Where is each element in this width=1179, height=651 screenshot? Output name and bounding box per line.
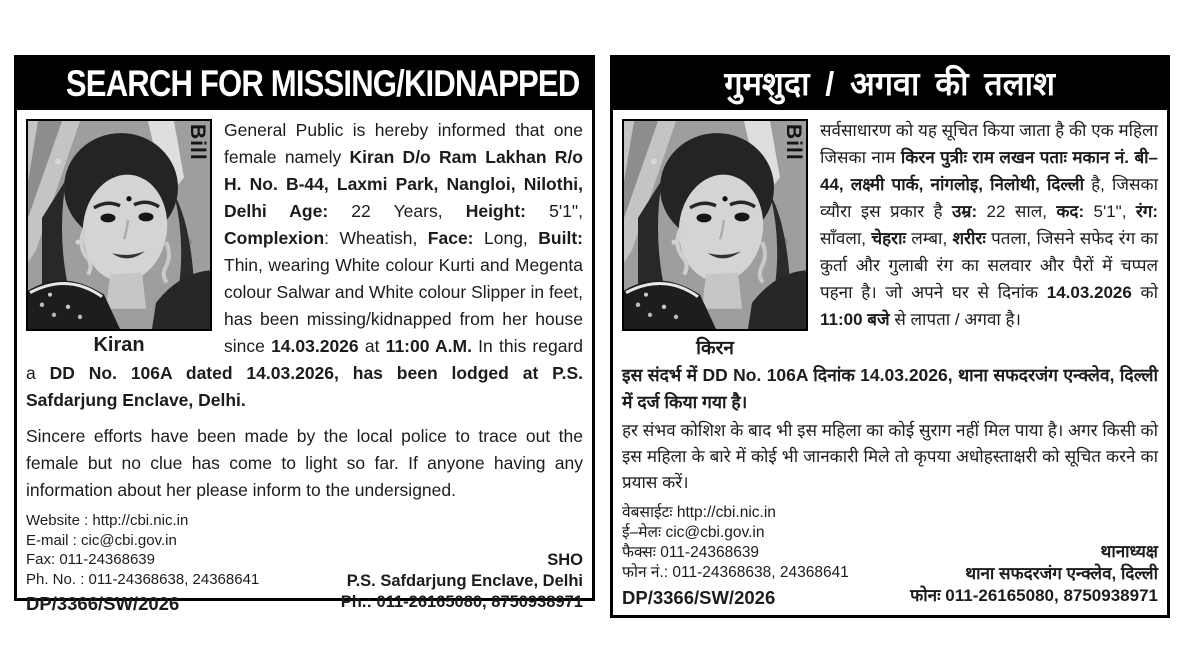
station-phone-line: Ph.: 011-26165080, 8750938971 [340, 592, 583, 611]
photo-caption-english: Kiran [93, 334, 145, 356]
email-line: E-mail : cic@cbi.gov.in [26, 531, 177, 549]
footer-block-english [26, 511, 583, 614]
signatory-title: SHO [547, 550, 583, 569]
signatory-title: थानाध्यक्ष [1100, 542, 1158, 561]
website-line: वेबसाईटः http://cbi.nic.in [622, 504, 776, 521]
english-title-bar [17, 58, 592, 110]
english-notice-panel [14, 55, 595, 614]
reference-number-english: DP/3366/SW/2026 [26, 593, 180, 614]
notice-body-english: General Public is hereby informed that one female namely Kiran D/o Ram Lakhan R/o H. No. B-44, Laxmi Park, Nangloi, Nilothi, Delhi Age: 22 Years, Height: 5'1", Complexion: Wheatish, Face: Long, Built: Thin, wearing White colour Kurti and Megenta colour Salwar and White colour Slipper in feet, has been missing/kidnapped from her house since 14.03.2026 at 11:00 A.M. In this regard a DD No. 106A dated 14.03.2026, has been lodged at P.S. Safdarjung Enclave, Delhi. [26, 120, 583, 410]
english-notice-title: SEARCH FOR MISSING/KIDNAPPED [65, 63, 580, 104]
efforts-paragraph-english: Sincere efforts have been made by the local police to trace out the female but no clue has come to light so far. If anyone having any information about her please inform to the undersigned. [26, 426, 583, 500]
contact-details-hindi [622, 503, 849, 608]
efforts-paragraph-hindi: हर संभव कोशिश के बाद भी इस महिला का कोई सुराग नहीं मिल पाया है। अगर किसी को इस महिला के बारे में कोई भी जानकारी मिले तो कृपया अधोहस्ताक्षरी को सूचित करने का प्रयास करें। [622, 421, 1158, 492]
photo-watermark-text: Bill [186, 124, 209, 161]
hindi-notice-panel [610, 55, 1170, 618]
missing-person-photo-block-english [26, 119, 212, 357]
station-phone-line: फोनः 011-26165080, 8750938971 [910, 586, 1158, 605]
fax-line: Fax: 011-24368639 [26, 551, 155, 568]
missing-person-photo [26, 119, 212, 331]
portrait-illustration [28, 121, 210, 329]
reference-number-hindi: DP/3366/SW/2026 [622, 587, 776, 608]
email-line: ई–मेलः cic@cbi.gov.in [622, 524, 765, 541]
fax-line: फैक्सः 011-24368639 [622, 544, 760, 561]
hindi-title-bar [613, 58, 1167, 110]
portrait-illustration [624, 121, 806, 329]
phone-line: फोन नं.: 011-24368638, 24368641 [622, 564, 849, 581]
missing-person-photo [622, 119, 808, 331]
signature-block-hindi [910, 541, 1158, 608]
signature-block-english [341, 550, 583, 614]
phone-line: Ph. No. : 011-24368638, 24368641 [26, 570, 260, 588]
dd-record-paragraph-hindi: इस संदर्भ में DD No. 106A दिनांक 14.03.2026, थाना सफदरजंग एन्क्लेव, दिल्ली में दर्ज किया गया है। [622, 365, 1158, 412]
police-station-line: P.S. Safdarjung Enclave, Delhi [346, 571, 583, 590]
photo-watermark-text: Bill [782, 124, 805, 161]
footer-block-hindi [622, 503, 1158, 608]
photo-caption-hindi: किरन [696, 338, 734, 359]
notice-body-hindi: सर्वसाधारण को यह सूचित किया जाता है की एक महिला जिसका नाम किरन पुत्रीः राम लखन पताः मकान नं. बी–44, लक्ष्मी पार्क, नांगलोइ, निलोथी, दिल्ली है, जिसका व्यौरा इस प्रकार है उम्र: 22 साल, कद: 5'1", रंग: साँवला, चेहराः लम्बा, शरीरः पतला, जिसने सफेद रंग का कुर्ता और गुलाबी रंग का सलवार और पैरों में चप्पल पहना है। जो अपने घर से दिनांक 14.03.2026 को 11:00 बजे से लापता / अगवा है। [820, 121, 1159, 329]
website-line: Website : http://cbi.nic.in [26, 512, 189, 529]
contact-details-english [26, 511, 259, 614]
missing-person-photo-block-hindi [622, 119, 808, 360]
police-station-line: थाना सफदरजंग एन्क्लेव, दिल्ली [965, 564, 1158, 583]
hindi-notice-title: गुमशुदा / अगवा की तलाश [724, 65, 1056, 102]
